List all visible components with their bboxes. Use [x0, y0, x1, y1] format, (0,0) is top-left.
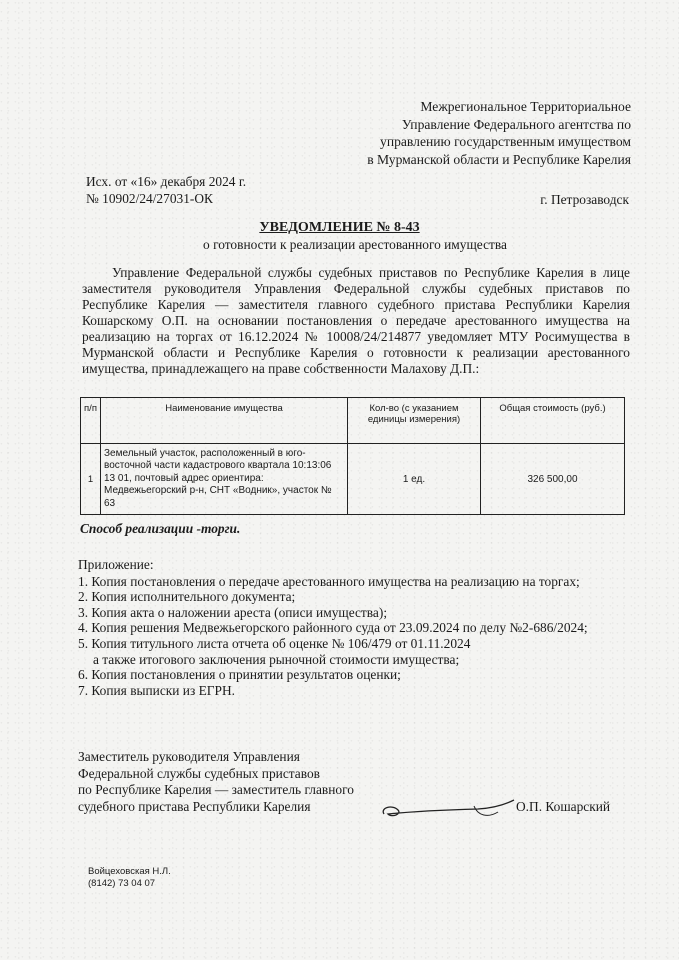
executor-name: Войцеховская Н.Л. [88, 866, 171, 877]
attachment-item: 6. Копия постановления о принятии результатов оценки; [78, 667, 401, 683]
document-subtitle: о готовности к реализации арестованного имущества [203, 237, 507, 252]
document-title: УВЕДОМЛЕНИЕ № 8-43 [259, 220, 420, 235]
header-qty: Кол-во (с указанием единицы измерения) [348, 398, 481, 444]
outgoing-date: Исх. от «16» декабря 2024 г. [86, 174, 247, 189]
signer-line: судебного пристава Республики Карелия [78, 798, 311, 814]
executor-phone: (8142) 73 04 07 [88, 878, 156, 889]
addressee-line: в Мурманской области и Республике Карелия [367, 151, 631, 167]
attachment-item: 1. Копия постановления о передаче арестованного имущества на реализацию на торгах; [78, 573, 580, 589]
addressee-line: Управление Федерального агентства по [401, 116, 631, 132]
addressee-block [331, 98, 631, 168]
signer-line: Федеральной службы судебных приставов [78, 765, 320, 781]
signer-line: Заместитель руководителя Управления [78, 749, 300, 764]
attachment-item: 3. Копия акта о наложении ареста (описи имущества); [78, 604, 388, 620]
city: г. Петрозаводск [540, 192, 629, 207]
table-row [81, 444, 625, 515]
attachment-item: 5. Копия титульного листа отчета об оценке № 106/479 от 01.11.2024 [78, 635, 471, 651]
signer-position-block [78, 749, 354, 815]
sale-method: Способ реализации -торги. [80, 521, 241, 536]
cell-name: Земельный участок, расположенный в юго-восточной части кадастрового квартала 10:13:06 13 01, почтовый адрес ориентира: Медвежьегорский р-н, СНТ «Водник», участок № 63 [101, 444, 348, 515]
table-header-row [81, 398, 625, 444]
addressee-line: управлению государственным имуществом [380, 134, 631, 149]
attachment-item: 7. Копия выписки из ЕГРН. [78, 682, 235, 698]
cell-qty: 1 ед. [348, 444, 481, 515]
signer-name: О.П. Кошарский [516, 799, 611, 814]
header-sum: Общая стоимость (руб.) [481, 398, 625, 444]
attachments-heading: Приложение: [78, 557, 154, 572]
outgoing-number: № 10902/24/27031-ОК [86, 191, 213, 206]
outgoing-number-block [86, 173, 246, 207]
attachments-block [78, 557, 588, 698]
attachment-item-continuation: а также итогового заключения рыночной стоимости имущества; [93, 651, 460, 667]
signer-line: по Республике Карелия — заместитель главного [78, 782, 354, 797]
addressee-line: Межрегиональное Территориальное [420, 99, 631, 114]
header-num: п/п [81, 398, 101, 444]
header-name: Наименование имущества [101, 398, 348, 444]
body-paragraph: Управление Федеральной службы судебных приставов по Республике Карелия в лице заместителя руководителя Управления Федеральной службы судебных приставов по Республике Карелия — заместителя главного судебного пристава Республики Карелия Кошарскому О.П. на основании постановления о передаче арестованного имущества на реализацию на торгах от 16.12.2024 № 10008/24/214877 уведомляет МТУ Росимущества в Мурманской области и Республике Карелия о готовности к реализации арестованного имущества, принадлежащего на праве собственности Малахову Д.П.: [82, 265, 630, 376]
cell-num: 1 [81, 444, 101, 515]
handwritten-signature [378, 792, 518, 828]
attachment-item: 4. Копия решения Медвежьегорского районного суда от 23.09.2024 по делу №2-686/2024; [78, 620, 588, 636]
property-table [80, 397, 625, 515]
executor-block [88, 866, 171, 890]
cell-sum: 326 500,00 [481, 444, 625, 515]
attachment-item: 2. Копия исполнительного документа; [78, 589, 296, 605]
